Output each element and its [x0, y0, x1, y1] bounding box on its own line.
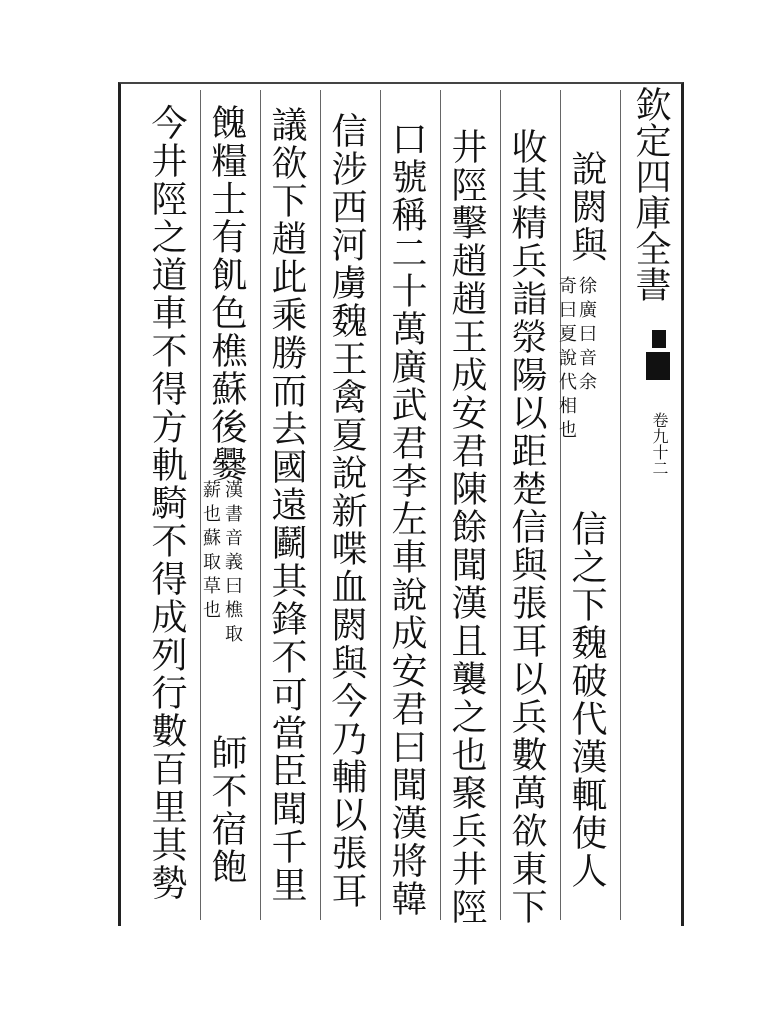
annotation-right: 徐廣曰音余	[576, 276, 597, 396]
column-rule	[560, 90, 561, 920]
column-rule	[320, 90, 321, 920]
text-column-6: 議欲下趙此乘勝而去國遠鬬其鋒不可當臣聞千里	[266, 106, 307, 904]
annotation-left: 奇曰夏說代相也	[556, 276, 577, 444]
text-column-7-part-2: 師不宿飽	[206, 734, 247, 886]
text-column-3: 井陘擊趙趙王成安君陳餘聞漢且襲之也聚兵井陘	[446, 128, 487, 926]
column-rule	[260, 90, 261, 920]
fish-tail-mark-lower	[646, 352, 670, 380]
column-rule	[380, 90, 381, 920]
text-column-1-part-1: 說閼與	[566, 150, 607, 264]
text-column-2: 收其精兵詣滎陽以距楚信與張耳以兵數萬欲東下	[506, 128, 547, 926]
column-rule	[500, 90, 501, 920]
annotation-right: 漢書音義曰樵取	[222, 480, 243, 648]
text-column-4: 口號稱二十萬廣武君李左車說成安君曰聞漢將韓	[386, 120, 427, 918]
column-rule	[620, 90, 621, 920]
text-column-8: 今井陘之道車不得方軌騎不得成列行數百里其勢	[146, 104, 187, 902]
volume-number: 卷九十二	[650, 412, 669, 476]
text-column-5: 信涉西河虜魏王禽夏說新喋血閼與今乃輔以張耳	[326, 112, 367, 910]
column-rule	[440, 90, 441, 920]
annotation-left: 薪也蘇取草也	[200, 480, 221, 624]
fish-tail-mark	[652, 330, 666, 348]
text-column-7-part-1: 餽糧士有飢色樵蘇後爨	[206, 104, 247, 484]
text-column-1-part-2: 信之下魏破代漢輒使人	[566, 510, 607, 890]
book-title: 欽定四庫全書	[630, 86, 671, 302]
